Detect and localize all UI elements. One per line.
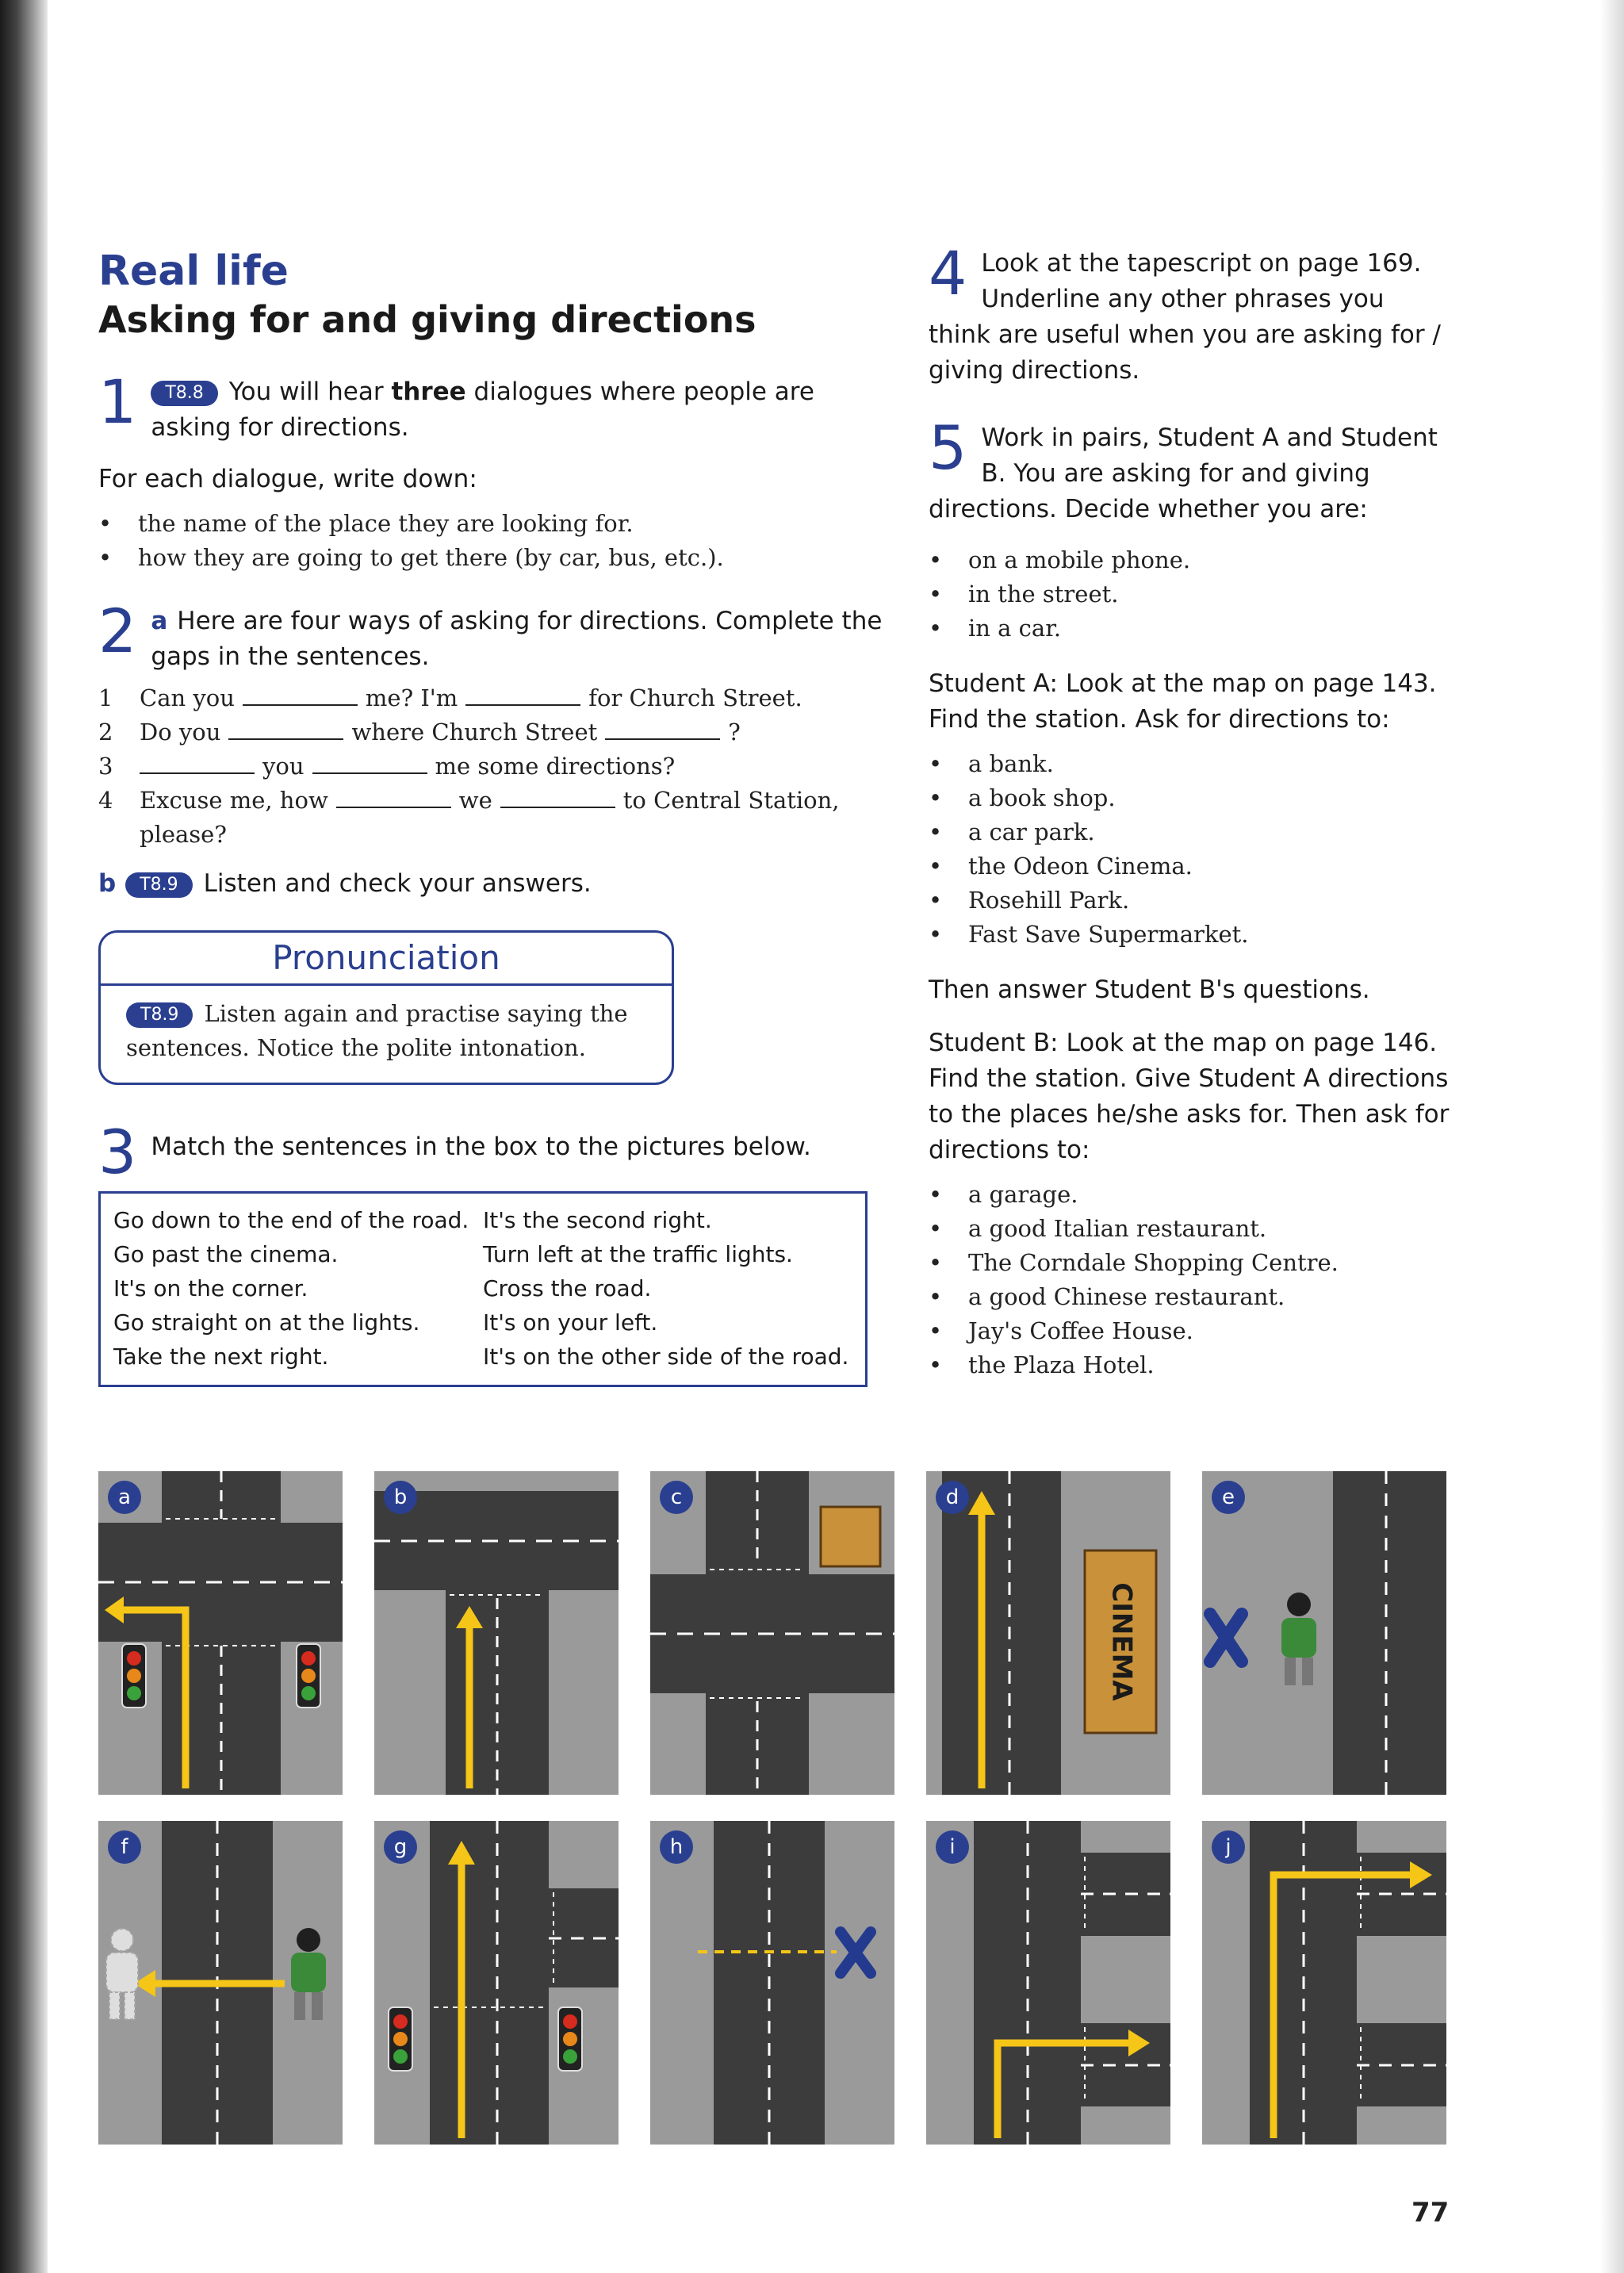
box-column-left: [113, 1203, 483, 1374]
exercise-2: [98, 604, 891, 675]
exercise-1-text: [98, 374, 891, 446]
section-subtitle: Asking for and giving directions: [98, 298, 756, 341]
text: we: [458, 787, 492, 814]
picture-label: j: [1212, 1830, 1245, 1864]
exercise-5: [929, 420, 1452, 527]
picture-label: c: [660, 1481, 693, 1514]
box-sentence: Turn left at the traffic lights.: [483, 1241, 793, 1267]
picture-label: e: [1212, 1481, 1245, 1514]
blank: [140, 752, 255, 774]
list-item: • a garage.: [929, 1178, 1452, 1212]
list-item: • Rosehill Park.: [929, 884, 1452, 918]
picture-e: [1202, 1471, 1446, 1795]
item-number: 2: [98, 719, 113, 746]
exercise-number: 1: [98, 374, 137, 437]
box-sentence: Go down to the end of the road.: [113, 1207, 469, 1233]
page-number: 77: [1411, 2197, 1450, 2229]
right-column: [929, 246, 1452, 1403]
sub-label: b: [98, 869, 117, 898]
audio-track-badge[interactable]: T8.8: [151, 381, 217, 406]
text: dialogues where people are asking for directions.: [151, 378, 814, 442]
section-title: Real life: [98, 247, 289, 295]
blank: [336, 786, 451, 808]
box-sentence: It's the second right.: [483, 1207, 712, 1233]
road-diagram-j: [1202, 1821, 1446, 2145]
road-diagram-f: [98, 1821, 343, 2145]
road-diagram-a: [98, 1471, 343, 1795]
road-diagram-c: [650, 1471, 894, 1795]
list-item: • in a car.: [929, 611, 1452, 646]
blank: [228, 718, 343, 740]
blank: [465, 684, 580, 706]
picture-g: [374, 1821, 619, 2145]
page-edge: [1600, 0, 1624, 2273]
box-sentence: Cross the road.: [483, 1275, 652, 1301]
item-number: 1: [98, 684, 113, 711]
student-a-places: [929, 747, 1452, 952]
audio-track-badge[interactable]: T8.9: [125, 872, 192, 898]
box-sentence: It's on your left.: [483, 1309, 658, 1336]
list-item: • in the street.: [929, 577, 1452, 611]
list-item: • Jay's Coffee House.: [929, 1314, 1452, 1348]
student-b-places: [929, 1178, 1452, 1382]
gap-item: [98, 681, 891, 715]
road-diagram-g: [374, 1821, 619, 2145]
blank: [500, 786, 615, 808]
list-item: • The Corndale Shopping Centre.: [929, 1246, 1452, 1280]
exercise-3-text: Match the sentences in the box to the pictures below.: [151, 1133, 811, 1161]
text: Listen again and practise saying the sentences. Notice the polite intonation.: [126, 1000, 628, 1061]
exercise-2b: [98, 866, 891, 902]
list-item: • a good Italian restaurant.: [929, 1212, 1452, 1246]
student-b-text: Student B: Look at the map on page 146. Find the station. Give Student A directions to the places he/she asks for. Then ask for directions to:: [929, 1029, 1450, 1164]
exercise-2-text: [98, 604, 891, 675]
item-number: 4: [98, 787, 113, 814]
gap-item: [98, 749, 891, 784]
exercise-5-text: Work in pairs, Student A and Student B. You are asking for and giving directions. Decide whether you are:: [929, 424, 1438, 523]
box-sentence: It's on the corner.: [113, 1275, 308, 1301]
list-item: • on a mobile phone.: [929, 543, 1452, 577]
box-sentence: It's on the other side of the road.: [483, 1343, 849, 1370]
left-column: [98, 246, 891, 1387]
text: You will hear: [228, 378, 392, 406]
text: to Central Station, please?: [140, 787, 840, 848]
blank: [243, 684, 358, 706]
picture-label: a: [108, 1481, 141, 1514]
book-spine-shadow: [0, 0, 48, 2273]
picture-h: [650, 1821, 894, 2145]
gap-item: [98, 784, 891, 852]
list-item: • the Odeon Cinema.: [929, 849, 1452, 884]
picture-j: [1202, 1821, 1446, 2145]
cinema-sign: CINEMA: [1105, 1582, 1138, 1701]
student-a-text: Student A: Look at the map on page 143. Find the station. Ask for directions to:: [929, 669, 1437, 734]
road-diagram-i: [926, 1821, 1170, 2145]
sentences-box: [98, 1191, 868, 1387]
picture-label: f: [108, 1830, 141, 1864]
sub-label: a: [151, 607, 168, 635]
text: Listen and check your answers.: [203, 869, 592, 898]
item-number: 3: [98, 753, 113, 780]
picture-label: g: [384, 1830, 417, 1864]
list-item: • a good Chinese restaurant.: [929, 1280, 1452, 1314]
text: me? I'm: [365, 684, 458, 711]
bold-text: three: [391, 378, 466, 406]
pronunciation-text: [101, 997, 672, 1065]
pronunciation-title: Pronunciation: [101, 933, 672, 986]
text: me some directions?: [435, 753, 676, 780]
picture-label: h: [660, 1830, 693, 1864]
then-a-text: Then answer Student B's questions.: [929, 976, 1370, 1004]
list-item: • Fast Save Supermarket.: [929, 918, 1452, 952]
picture-label: b: [384, 1481, 417, 1514]
exercise-1: [98, 374, 891, 446]
picture-label: i: [936, 1830, 969, 1864]
exercise-number: 4: [929, 246, 967, 309]
text: Excuse me, how: [140, 787, 328, 814]
box-sentence: Go straight on at the lights.: [113, 1309, 420, 1336]
list-item: • the name of the place they are looking for.: [98, 507, 891, 541]
exercise-4: [929, 246, 1452, 389]
picture-f: [98, 1821, 343, 2145]
audio-track-badge[interactable]: T8.9: [126, 1002, 193, 1028]
picture-a: [98, 1471, 343, 1795]
exercise-4-text: Look at the tapescript on page 169. Underline any other phrases you think are useful when you are asking for / giving directions.: [929, 249, 1441, 385]
list-item: • a book shop.: [929, 781, 1452, 815]
road-diagram-b: [374, 1471, 619, 1795]
text: Do you: [140, 719, 221, 746]
gap-item: [98, 715, 891, 749]
box-column-right: [483, 1203, 852, 1374]
exercise-number: 5: [929, 420, 967, 483]
picture-b: [374, 1471, 619, 1795]
text: you: [262, 753, 304, 780]
exercise-1-bullets: [98, 507, 891, 575]
text: Here are four ways of asking for directions. Complete the gaps in the sentences.: [151, 607, 883, 671]
text: for Church Street.: [588, 684, 802, 711]
list-item: • a bank.: [929, 747, 1452, 781]
exercise-number: 2: [98, 604, 137, 666]
pronunciation-box: [98, 930, 674, 1085]
blank: [605, 718, 720, 740]
road-diagram-d: [926, 1471, 1170, 1795]
blank: [312, 752, 427, 774]
exercise-number: 3: [98, 1125, 137, 1180]
box-sentence: Go past the cinema.: [113, 1241, 339, 1267]
exercise-1-instruction: For each dialogue, write down:: [98, 465, 477, 493]
text: where Church Street: [351, 719, 598, 746]
text: ?: [728, 719, 741, 746]
picture-d: [926, 1471, 1170, 1795]
picture-c: [650, 1471, 894, 1795]
road-diagram-e: [1202, 1471, 1446, 1795]
picture-label: d: [936, 1481, 969, 1514]
list-item: • a car park.: [929, 815, 1452, 849]
gap-fill-list: [98, 681, 891, 852]
list-item: • the Plaza Hotel.: [929, 1348, 1452, 1382]
mode-list: [929, 543, 1452, 646]
exercise-3: [98, 1125, 891, 1180]
list-item: • how they are going to get there (by car, bus, etc.).: [98, 541, 891, 575]
picture-i: [926, 1821, 1170, 2145]
text: Can you: [140, 684, 235, 711]
box-sentence: Take the next right.: [113, 1343, 329, 1370]
road-diagram-h: [650, 1821, 894, 2145]
